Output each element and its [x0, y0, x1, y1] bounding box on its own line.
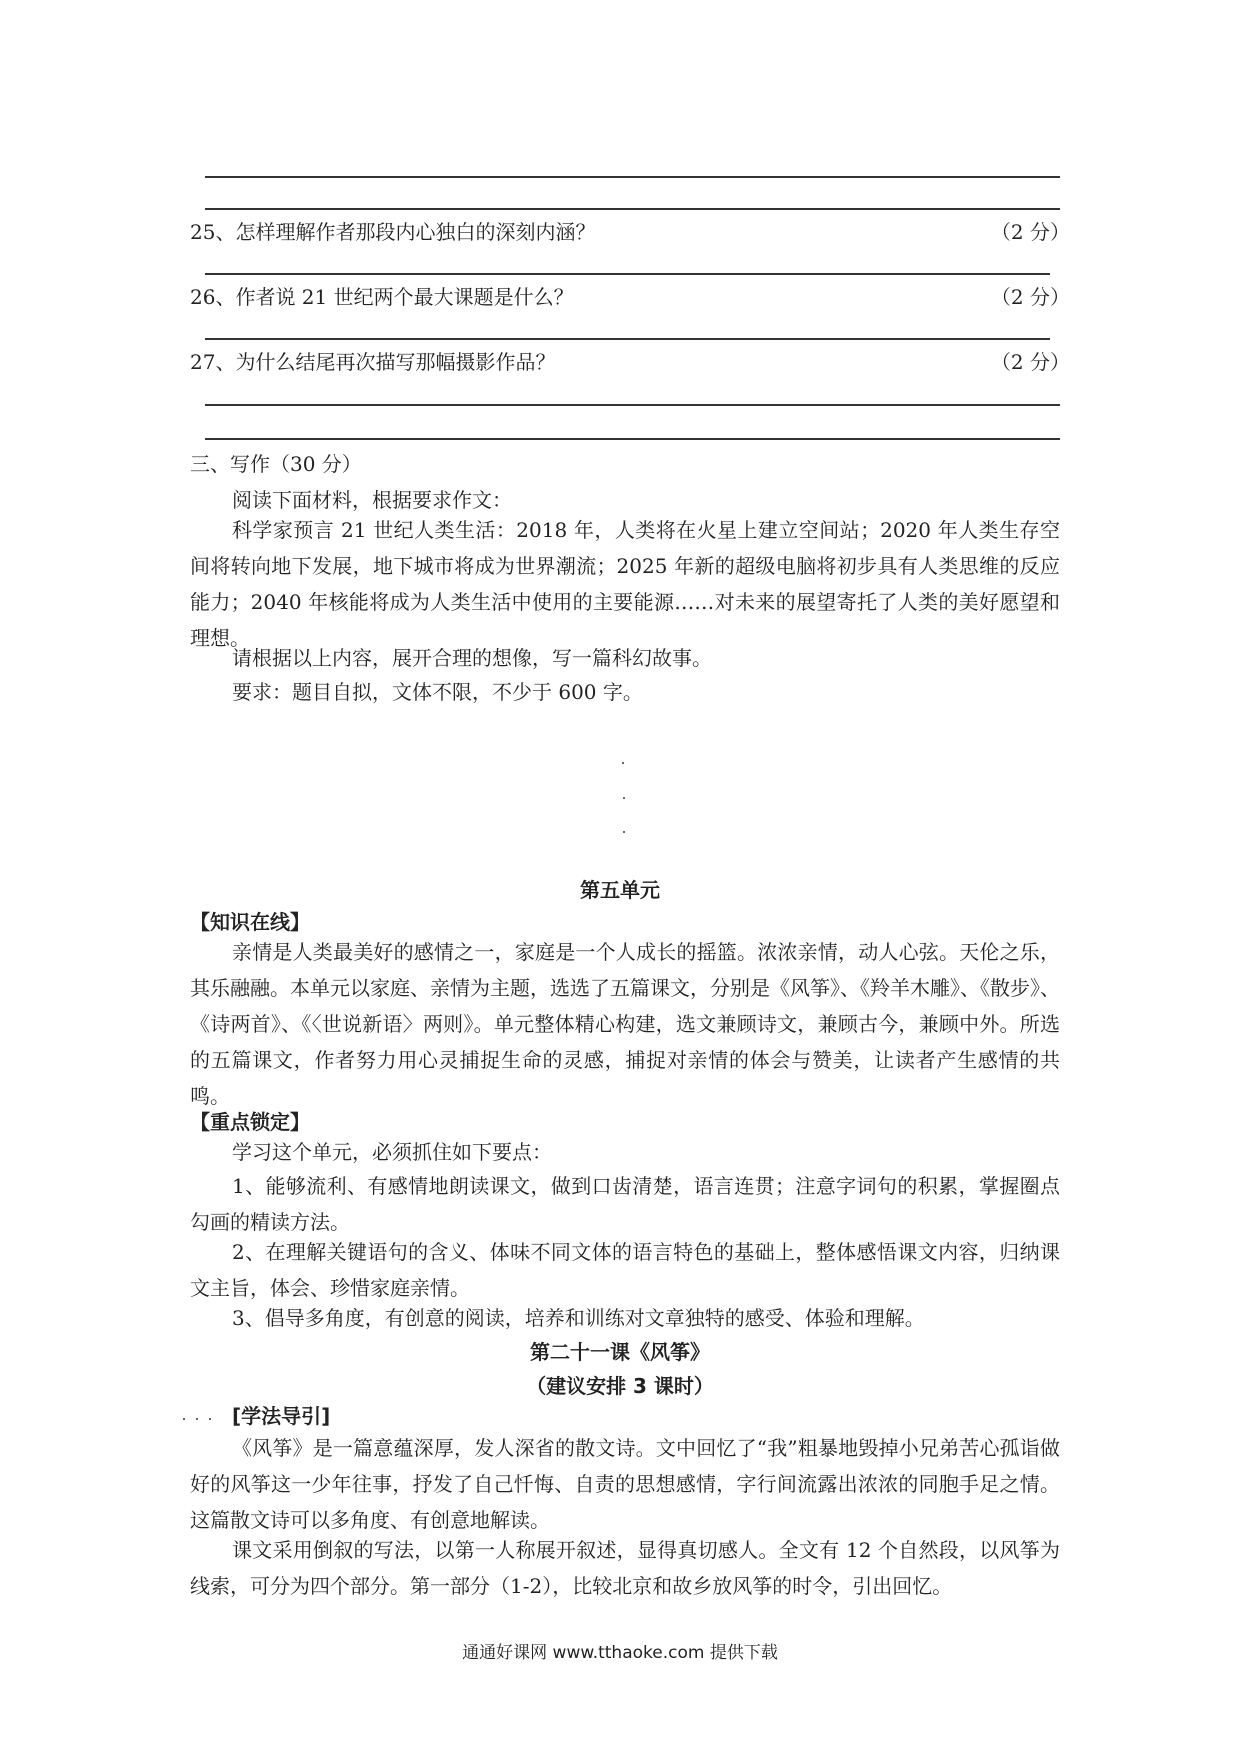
- question-text: 26、作者说 21 世纪两个最大课题是什么？: [190, 285, 574, 309]
- scan-dot: [196, 1418, 198, 1420]
- answer-line: [205, 273, 1050, 275]
- scan-dot: [623, 797, 625, 799]
- focus-point-3: 3、倡导多角度，有创意的阅读，培养和训练对文章独特的感受、体验和理解。: [232, 1306, 925, 1330]
- footer-credit: 通通好课网 www.tthaoke.com 提供下载: [462, 1643, 778, 1663]
- writing-task: 请根据以上内容，展开合理的想像，写一篇科幻故事。: [232, 646, 712, 670]
- answer-line: [205, 208, 1060, 210]
- answer-line: [205, 404, 1060, 406]
- focus-point-2: 2、在理解关键语句的含义、体味不同文体的语言特色的基础上，整体感悟课文内容，归纳课文主旨，体会、珍惜家庭亲情。: [190, 1240, 1060, 1300]
- lesson-paragraph-1: 《风筝》是一篇意蕴深厚，发人深省的散文诗。文中回忆了“我”粗暴地毁掉小兄弟苦心孤诣做好的风筝这一少年往事，抒发了自己忏悔、自责的思想感情，字行间流露出浓浓的同胞手足之情。这篇散文诗可以多角度、有创意地解读。: [190, 1436, 1060, 1532]
- study-guide-heading: [学法导引]: [232, 1404, 331, 1428]
- knowledge-heading: 【知识在线】: [190, 910, 310, 934]
- question-points: （2 分）: [990, 285, 1070, 309]
- lesson-title: 第二十一课《风筝》: [530, 1340, 710, 1364]
- answer-line: [205, 338, 1050, 340]
- writing-requirement: 要求：题目自拟，文体不限，不少于 600 字。: [232, 680, 643, 704]
- answer-line: [205, 438, 1060, 440]
- question-text: 25、怎样理解作者那段内心独白的深刻内涵？: [190, 220, 596, 244]
- question-text: 27、为什么结尾再次描写那幅摄影作品？: [190, 350, 556, 374]
- question-points: （2 分）: [990, 350, 1070, 374]
- scan-dot: [183, 1418, 185, 1420]
- question-25: [190, 218, 1070, 246]
- question-points: （2 分）: [990, 220, 1070, 244]
- writing-heading: 三、写作（30 分）: [190, 452, 362, 476]
- scan-dot: [623, 831, 625, 833]
- question-26: [190, 283, 1070, 311]
- focus-intro: 学习这个单元，必须抓住如下要点：: [232, 1140, 552, 1164]
- writing-intro: 阅读下面材料，根据要求作文：: [232, 488, 512, 512]
- answer-line: [205, 176, 1060, 178]
- question-27: [190, 348, 1070, 376]
- unit-title: 第五单元: [580, 878, 660, 902]
- lesson-subtitle: （建议安排 3 课时）: [526, 1374, 714, 1398]
- focus-point-1: 1、能够流利、有感情地朗读课文，做到口齿清楚，语言连贯；注意字词句的积累，掌握圈点勾画的精读方法。: [190, 1174, 1060, 1234]
- scan-dot: [209, 1418, 211, 1420]
- scan-dot: [622, 762, 624, 764]
- writing-material: 科学家预言 21 世纪人类生活：2018 年，人类将在火星上建立空间站；2020 年人类生存空间将转向地下发展，地下城市将成为世界潮流；2025 年新的超级电脑将初步具有人类思维的反应能力；2040 年核能将成为人类生活中使用的主要能源……对未来的展望寄托了人类的美好愿望和理想。: [190, 518, 1060, 650]
- knowledge-text: 亲情是人类最美好的感情之一，家庭是一个人成长的摇篮。浓浓亲情，动人心弦。天伦之乐，其乐融融。本单元以家庭、亲情为主题，选选了五篇课文，分别是《风筝》、《羚羊木雕》、《散步》、《诗两首》、《〈世说新语〉两则》。单元整体精心构建，选文兼顾诗文，兼顾古今，兼顾中外。所选的五篇课文，作者努力用心灵捕捉生命的灵感，捕捉对亲情的体会与赞美，让读者产生感情的共鸣。: [190, 940, 1060, 1108]
- lesson-paragraph-2: 课文采用倒叙的写法，以第一人称展开叙述，显得真切感人。全文有 12 个自然段，以风筝为线索，可分为四个部分。第一部分（1-2），比较北京和故乡放风筝的时令，引出回忆。: [190, 1538, 1060, 1598]
- focus-heading: 【重点锁定】: [190, 1110, 310, 1134]
